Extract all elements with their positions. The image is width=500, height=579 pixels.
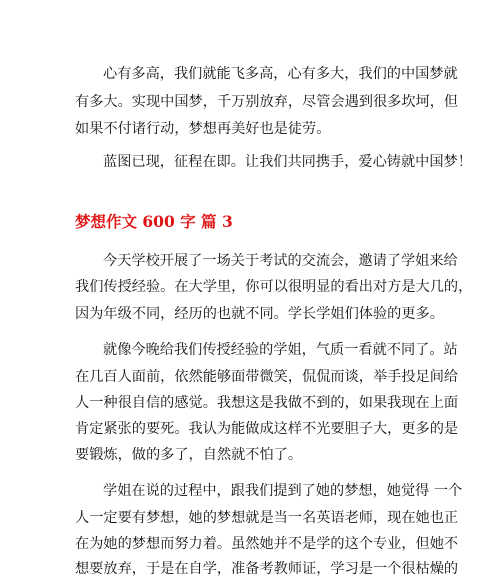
paragraph-line: 如果不付诸行动，梦想再美好也是徒劳。 bbox=[75, 121, 331, 137]
paragraph-line: 蓝图已现，征程在即。让我们共同携手，爱心铸就中国梦！ bbox=[103, 154, 472, 170]
paragraph-line: 我们传授经验。在大学里，你可以很明显的看出对方是大几的， bbox=[75, 279, 473, 295]
paragraph-line: 学姐在说的过程中，跟我们提到了她的梦想，她觉得 一个 bbox=[103, 483, 463, 499]
paragraph-line: 心有多高，我们就能飞多高，心有多大，我们的中国梦就 bbox=[103, 66, 458, 82]
paragraph-line: 肯定紧张的要死。我认为能做成这样不光要胆子大，更多的是 bbox=[75, 421, 459, 437]
section-heading: 梦想作文 600 字 篇 3 bbox=[75, 212, 233, 231]
paragraph-line: 就像今晚给我们传授经验的学姐，气质一看就不同了。站 bbox=[103, 342, 458, 358]
paragraph-line: 有多大。实现中国梦，千万别放弃，尽管会遇到很多坎坷，但 bbox=[75, 94, 459, 110]
paragraph-line: 今天学校开展了一场关于考试的交流会，邀请了学姐来给 bbox=[103, 253, 458, 269]
paragraph-line: 要锻炼，做的多了，自然就不怕了。 bbox=[75, 447, 303, 463]
paragraph-line: 在几百人面前，依然能够面带微笑，侃侃而谈，举手投足间给 bbox=[75, 369, 459, 385]
paragraph-line: 因为年级不同，经历的也就不同。学长学姐们体验的更多。 bbox=[75, 306, 444, 322]
paragraph-line: 人一定要有梦想，她的梦想就是当一名英语老师，现在她也正 bbox=[75, 510, 459, 526]
paragraph-line: 在为她的梦想而努力着。虽然她并不是学的这个专业，但她不 bbox=[75, 536, 459, 552]
paragraph-line: 人一种很自信的感觉。我想这是我做不到的，如果我现在上面 bbox=[75, 395, 459, 411]
paragraph-line: 想要放弃，于是在自学，准备考教师证，学习是一个很枯燥的 bbox=[75, 561, 459, 577]
